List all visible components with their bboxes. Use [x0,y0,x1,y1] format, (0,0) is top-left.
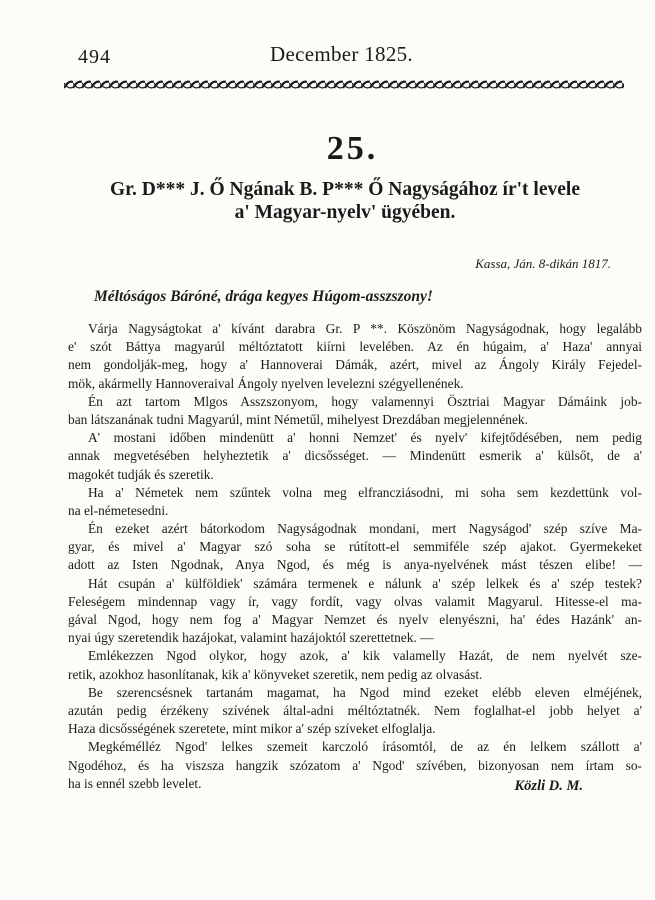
body-line: gyar, és mivel a' Magyar szó soha se rútított-el semmiféle szép ajakot. Gyermekeket [68,539,642,555]
body-line: Megkémélléz Ngod' lelkes szemeit karczoló írásomtól, de az én lelkem szállott a' [88,739,642,755]
body-line: Ha a' Németek nem szűntek volna meg elfrancziásodni, mi soha sem kezdettünk vol- [88,484,642,500]
body-line: Én ezeket azért bátorkodom Nagyságodnak mondani, mert Nagyságod' szép szíve Ma- [88,521,642,537]
body-line: A' mostani időben mindenütt a' honni Nemzet' és nyelv' kifejtődésében, nem pedig [88,430,642,446]
body-line: nem gondolják-meg, hogy a' Hannoverai Dámák, azért, mivel az Ángoly Király Fejedel- [68,357,642,373]
ornament-border-icon [64,79,624,91]
page-number: 494 [78,46,111,68]
body-line: Ngodéhoz, és ha viszsza hangzik szózatom a' Ngod' szívében, bizonyosan nem írtam so- [68,757,642,773]
body-line: Be szerencsésnek tartanám magamat, ha Ngod mind ezeket elébb eleven elméjének, [88,684,642,700]
body-line: na el-németesedni. [68,502,169,518]
body-line: adott az Isten Ngodnak, Anya Ngod, és még is anya-nyelvének mást tészen elibe! — [68,557,642,573]
running-title: December 1825. [270,42,413,66]
salutation: Méltóságos Báróné, drága kegyes Húgom-asszszony! [94,288,433,305]
article-number: 25. [326,130,379,167]
body-line: annak megvetésében helyheztetik a' dicsősséget. — Mindenütt esmerik a' külsőt, de a' [68,448,642,464]
body-line: nyai úgy szeretendik hazájokat, valamint hazájoktól szerettetnek. — [68,630,434,646]
ornamental-rule [64,79,624,91]
body-line: e' szót Báttya magyarúl méltóztatott kiírni levelében. Az én húgaim, a' Haza' annyai [68,339,642,355]
body-line: Én azt tartom Mlgos Asszszonyom, hogy valamennyi Ösztriai Magyar Dámáink job- [88,393,642,409]
article-title [60,178,630,224]
body-line: Várja Nagyságtokat a' kívánt darabra Gr. P **. Köszönöm Nagyságodnak, hogy legalább [88,321,642,336]
body-line: Hát csupán a' külföldiek' számára termenek e nálunk a' szép lelkek és a' szép testek? [88,575,642,591]
body-line: Haza dicsősségének szeretete, mint mikor a' szép szíveket elfoglalja. [68,721,436,737]
body-line: retik, azokhoz hasonlítanak, kik a' könyveket szeretik, nem pedig az olvasást. [68,666,483,682]
signature: Közli D. M. [514,778,583,794]
body-line: Feleségem mindennap vagy ír, vagy fordít, vagy olvas valamit Magyarul. Hitesse-el ma- [68,593,642,609]
body-line: ha is ennél szebb levelet. [68,775,202,791]
body-line: ban látszanának tudni Magyarúl, mint Németűl, mihelyest Drezdában megjelennének. [68,411,528,427]
article-title-line-2: a' Magyar-nyelv' ügyében. [234,202,456,223]
body-line: Emlékezzen Ngod olykor, hogy azok, a' kik valamelly Hazát, de nem nyelvét sze- [88,648,642,664]
body-line: azután pedig érzékeny szívének által-adni méltóztatnék. Nem foglalhat-el jobb helyet a' [68,702,642,718]
body-line: mök, akármelly Hannoveraival Ángoly nyelven levelezni szégyellenének. [68,375,464,391]
page-header [70,40,615,70]
dateline: Kassa, Ján. 8-dikán 1817. [475,256,611,271]
letter-body [68,320,642,793]
body-line: magokét tudják és szeretik. [68,466,214,482]
body-line: gával Ngod, hogy nem fog a' Magyar Nemzet és nyelv elenyészni, ha' édes Hazánk' an- [68,612,642,627]
article-title-line-1: Gr. D*** J. Ő Ngának B. P*** Ő Nagyságához ír't levele [110,179,580,200]
